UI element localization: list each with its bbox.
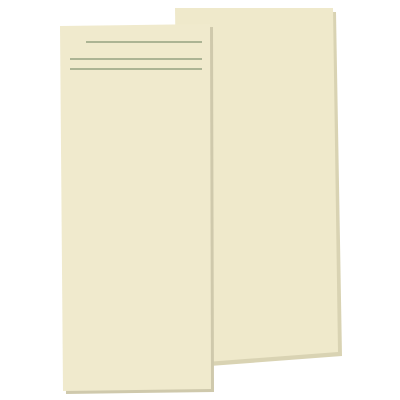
front-card-body (60, 24, 211, 391)
front-time-card (60, 24, 214, 394)
